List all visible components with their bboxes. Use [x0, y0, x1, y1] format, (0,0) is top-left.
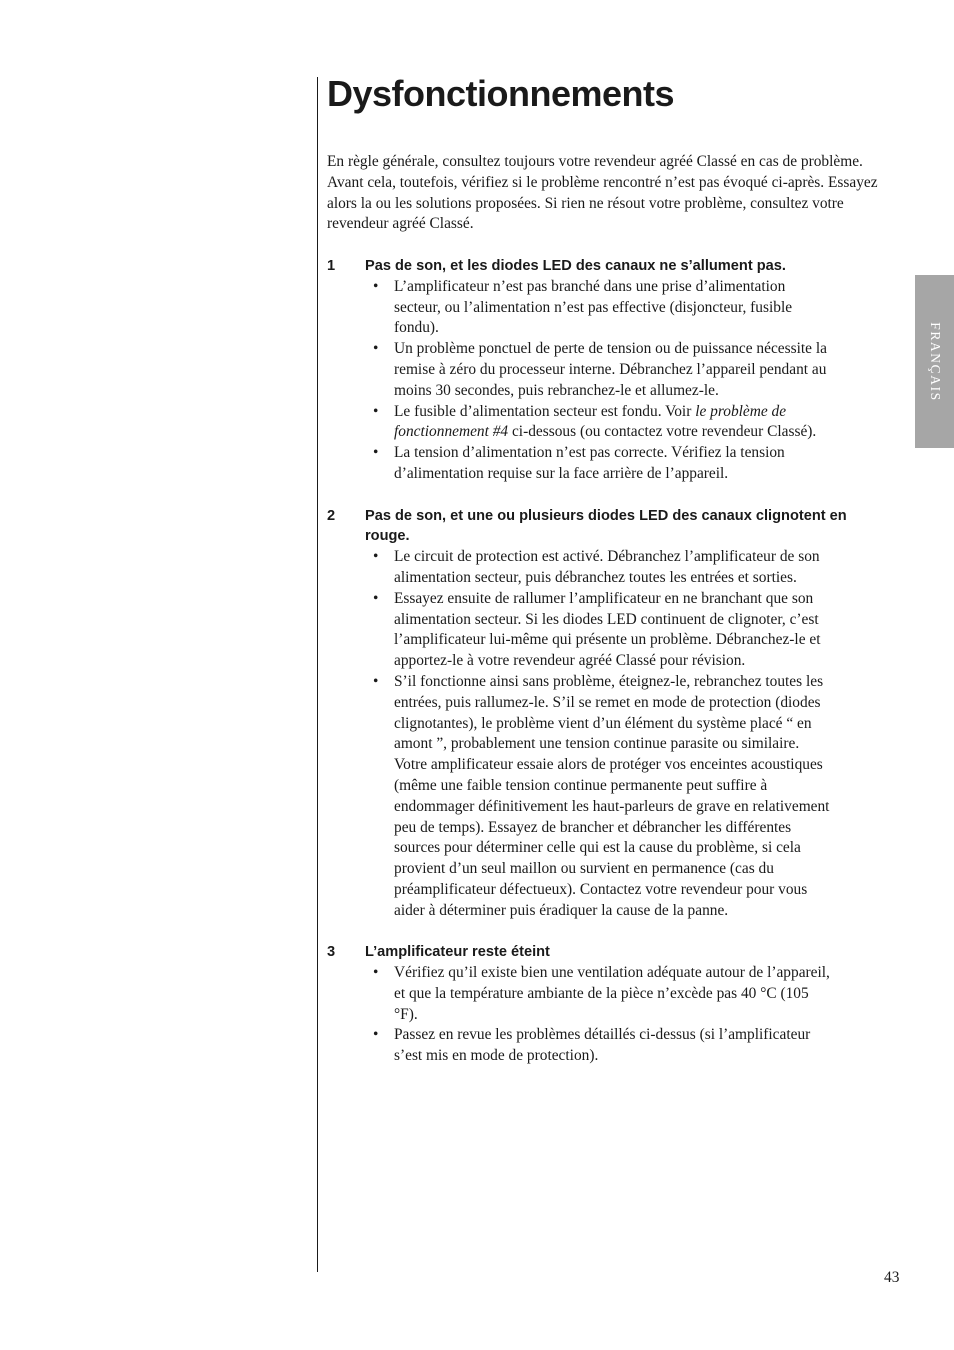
bullet-icon: • — [373, 672, 379, 690]
issue-number: 2 — [327, 507, 336, 524]
troubleshooting-content — [327, 152, 882, 1088]
bullet-icon: • — [373, 444, 379, 462]
issue-2 — [327, 506, 882, 922]
bullet-text: Le circuit de protection est activé. Débranchez l’amplificateur de son alimentation secteur, puis débranchez toutes les entrées et sorties. — [394, 548, 820, 586]
issue-3 — [327, 942, 882, 1067]
bullet-icon: • — [373, 277, 379, 295]
bullet-text: Essayez ensuite de rallumer l’amplificateur en ne branchant que son alimentation secteur. Si les diodes LED continuent de clignoter, c’est l’amplificateur lui-même qui présente un problème. Débranchez-le et apportez-le à votre revendeur agréé Classé pour révision. — [394, 589, 821, 670]
bullet-item — [373, 589, 833, 672]
bullet-icon: • — [373, 964, 379, 982]
issue-bullet-list — [327, 547, 833, 921]
issue-title: L’amplificateur reste éteint — [365, 944, 550, 961]
bullet-item — [373, 402, 833, 444]
intro-paragraph: En règle générale, consultez toujours votre revendeur agréé Classé en cas de problème. Avant cela, toutefois, vérifiez si le problème rencontré n’est pas évoqué ci-après. Essayez alors la ou les solutions proposées. Si rien ne résout votre problème, consultez votre revendeur agréé Classé. — [327, 153, 878, 233]
bullet-item — [373, 277, 833, 339]
bullet-icon: • — [373, 402, 379, 420]
bullet-text: Vérifiez qu’il existe bien une ventilation adéquate autour de l’appareil, et que la température ambiante de la pièce n’excède pas 40 °C (105 °F). — [394, 964, 830, 1023]
issue-heading — [327, 506, 882, 548]
issue-title: Pas de son, et les diodes LED des canaux ne s’allument pas. — [365, 257, 786, 274]
issue-1 — [327, 256, 882, 485]
issue-title: Pas de son, et une ou plusieurs diodes LED des canaux clignotent en rouge. — [365, 507, 847, 545]
issue-bullet-list — [327, 277, 833, 485]
bullet-item — [373, 443, 833, 485]
language-tab-label: FRANÇAIS — [927, 321, 943, 402]
bullet-item — [373, 339, 833, 401]
bullet-item — [373, 547, 833, 589]
bullet-item — [373, 963, 833, 1025]
bullet-text: Un problème ponctuel de perte de tension ou de puissance nécessite la remise à zéro du processeur interne. Débranchez l’appareil pendant au moins 30 secondes, puis rebranchez-le et allumez-le. — [394, 340, 827, 399]
bullet-item — [373, 1025, 833, 1067]
issue-number: 1 — [327, 257, 336, 274]
issue-bullet-list — [327, 963, 833, 1067]
bullet-icon: • — [373, 548, 379, 566]
issue-heading — [327, 256, 882, 277]
bullet-icon: • — [373, 589, 379, 607]
issue-heading — [327, 942, 882, 963]
bullet-text-before: Le fusible d’alimentation secteur est fondu. Voir — [394, 402, 696, 420]
bullet-text: Passez en revue les problèmes détaillés ci-dessus (si l’amplificateur s’est mis en mode de protection). — [394, 1026, 811, 1065]
bullet-text: La tension d’alimentation n’est pas correcte. Vérifiez la tension d’alimentation requise sur la face arrière de l’appareil. — [394, 444, 785, 482]
margin-rule — [317, 77, 318, 1272]
bullet-text-after: ci-dessous (ou contactez votre revendeur Classé). — [508, 423, 817, 441]
bullet-icon: • — [373, 340, 379, 358]
cross-reference: le problème de fonctionnement #4 — [394, 402, 787, 441]
bullet-icon: • — [373, 1026, 379, 1044]
bullet-text: S’il fonctionne ainsi sans problème, éteignez-le, rebranchez toutes les entrées, puis rallumez-le. S’il se remet en mode de protection (diodes clignotantes), le problème vient d’un élément du système placé “ en amont ”, probablement une tension continue parasite ou similaire. Votre amplificateur essaie alors de protéger vos enceintes acoustiques (même une faible tension continue permanente peut suffire à endommager définitivement les haut-parleurs de grave en relativement peu de temps). Essayez de brancher et débrancher les différentes sources pour déterminer celle qui est la cause du problème, si cela provient d’un seul maillon ou survient en permanence (cas du préamplificateur défectueux). Contactez votre revendeur pour vous aider à déterminer puis éradiquer la cause de la panne. — [394, 672, 830, 919]
language-tab — [915, 275, 954, 448]
page-title: Dysfonctionnements — [327, 73, 675, 114]
bullet-text: L’amplificateur n’est pas branché dans une prise d’alimentation secteur, ou l’alimentation n’est pas effective (disjoncteur, fusible fondu). — [394, 277, 793, 337]
page-number: 43 — [884, 1269, 900, 1286]
bullet-item — [373, 672, 833, 922]
issue-number: 3 — [327, 944, 336, 961]
